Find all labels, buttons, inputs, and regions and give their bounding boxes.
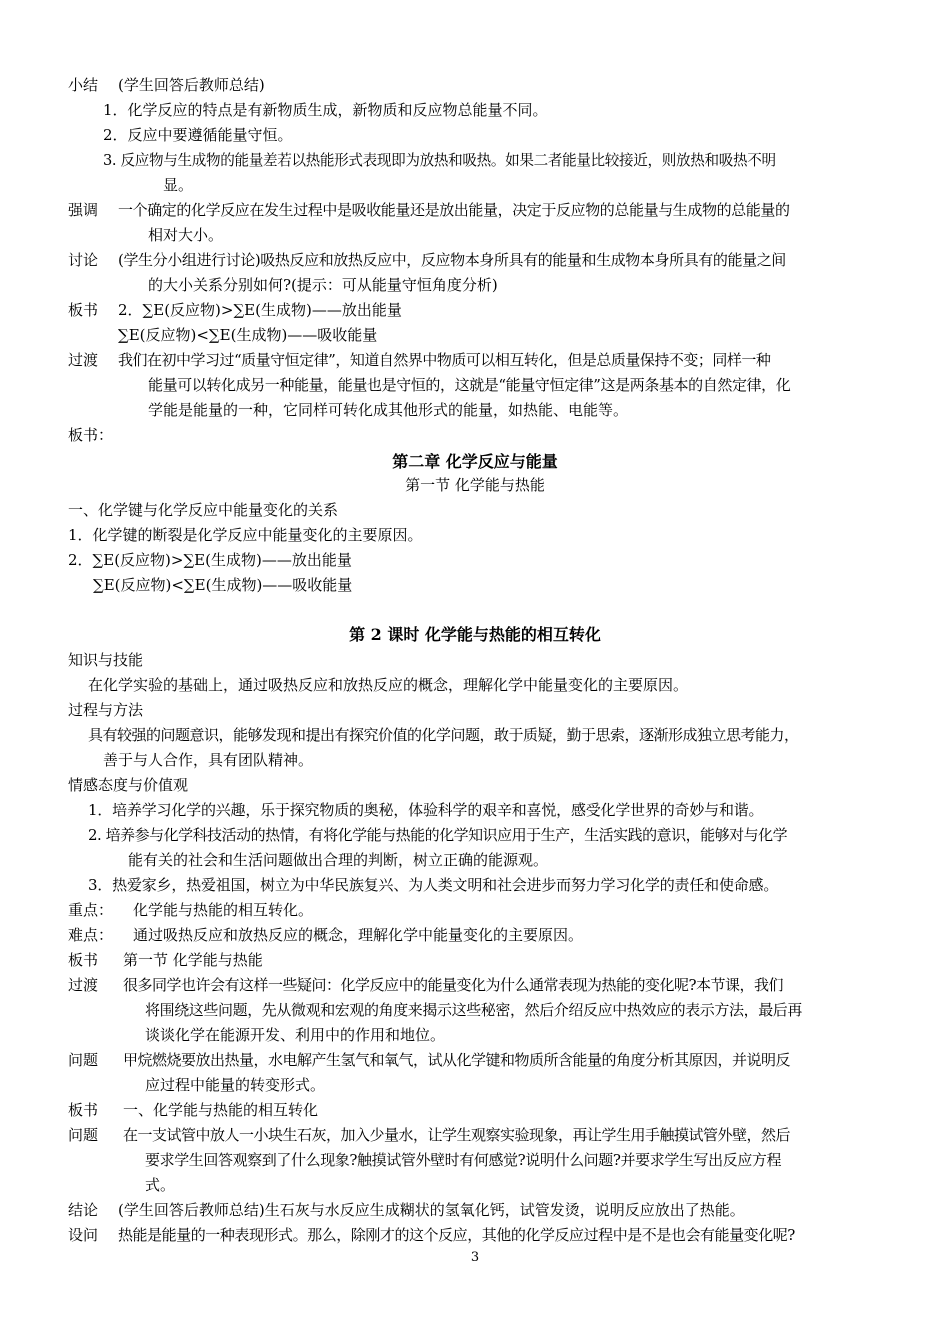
difficulty-text: 通过吸热反应和放热反应的概念，理解化学中能量变化的主要原因。 [133, 926, 584, 944]
board-item-2-cont: ∑E(反应物)<∑E(生成物)——吸收能量 [93, 576, 353, 594]
emotion-item-1: 1．培养学习化学的兴趣，乐于探究物质的奥秘，体验科学的艰辛和喜悦，感受化学世界的奇妙与和谐。 [88, 801, 764, 819]
lesson-title: 第 2 课时 化学能与热能的相互转化 [349, 625, 601, 644]
knowledge-text: 在化学实验的基础上，通过吸热反应和放热反应的概念，理解化学中能量变化的主要原因。 [88, 676, 689, 694]
emotion-item-2: 2. 培养参与化学科技活动的热情，有将化学能与热能的化学知识应用于生产，生活实践的意识，能够对与化学 [88, 826, 788, 844]
process-text-cont: 善于与人合作，具有团队精神。 [103, 751, 314, 769]
transition-2-text: 很多同学也许会有这样一些疑问：化学反应中的能量变化为什么通常表现为热能的变化呢?本节课，我们 [123, 976, 784, 994]
transition-label-2: 过渡 [68, 976, 99, 994]
summary-label: 小结 [68, 76, 99, 94]
process-label: 过程与方法 [68, 701, 144, 719]
set-question-label: 设问 [68, 1226, 99, 1244]
board-section: 第一节 化学能与热能 [123, 951, 263, 969]
question-label-2: 问题 [68, 1126, 99, 1144]
knowledge-label: 知识与技能 [68, 651, 144, 669]
chapter-title: 第二章 化学反应与能量 [392, 452, 558, 471]
emotion-item-2-cont: 能有关的社会和生活问题做出合理的判断，树立正确的能源观。 [128, 851, 549, 869]
board-label-3: 板书 [68, 1101, 99, 1119]
emphasis-label: 强调 [68, 201, 99, 219]
transition-label: 过渡 [68, 351, 99, 369]
difficulty-label: 难点： [68, 926, 114, 944]
board-formula-absorb: ∑E(反应物)<∑E(生成物)——吸收能量 [118, 326, 378, 344]
key-point-text: 化学能与热能的相互转化。 [133, 901, 314, 919]
discuss-text: (学生分小组进行讨论)吸热反应和放热反应中，反应物本身所具有的能量和生成物本身所具有的能量之间 [118, 251, 786, 269]
discuss-label: 讨论 [68, 251, 99, 269]
question-1-text-cont: 应过程中能量的转变形式。 [145, 1076, 326, 1094]
question-2-text-cont-1: 要求学生回答观察到了什么现象?触摸试管外壁时有何感觉?说明什么问题?并要求学生写出反应方程 [145, 1151, 782, 1169]
emotion-label: 情感态度与价值观 [68, 776, 189, 794]
question-label-1: 问题 [68, 1051, 99, 1069]
board-item-1: 1．化学键的断裂是化学反应中能量变化的主要原因。 [68, 526, 423, 544]
conclusion-label: 结论 [68, 1201, 99, 1219]
question-2-text: 在一支试管中放人一小块生石灰，加入少量水，让学生观察实验现象，再让学生用手触摸试管外壁，然后 [123, 1126, 791, 1144]
summary-point-3: 3. 反应物与生成物的能量差若以热能形式表现即为放热和吸热。如果二者能量比较接近，则放热和吸热不明 [103, 152, 776, 169]
transition-text: 我们在初中学习过“质量守恒定律”，知道自然界中物质可以相互转化，但是总质量保持不变；同样一种 [118, 351, 771, 369]
board-formula-release: 2．∑E(反应物)>∑E(生成物)——放出能量 [118, 301, 402, 319]
board-label-2: 板书 [68, 951, 99, 969]
summary-point-1: 1．化学反应的特点是有新物质生成，新物质和反应物总能量不同。 [103, 101, 548, 119]
board-heading-1: 一、化学键与化学反应中能量变化的关系 [68, 501, 339, 519]
section-title: 第一节 化学能与热能 [405, 476, 545, 494]
process-text: 具有较强的问题意识，能够发现和提出有探究价值的化学问题，敢于质疑，勤于思索，逐渐形成独立思考能力， [88, 726, 799, 744]
board-item-2: 2．∑E(反应物)>∑E(生成物)——放出能量 [68, 551, 352, 569]
question-1-text: 甲烷燃烧要放出热量，水电解产生氢气和氧气，试从化学键和物质所含能量的角度分析其原因，并说明反 [123, 1051, 791, 1069]
board-summary-label: 板书： [68, 426, 114, 444]
question-2-text-cont-2: 式。 [145, 1176, 176, 1194]
summary-intro: (学生回答后教师总结) [118, 76, 265, 94]
emphasis-text: 一个确定的化学反应在发生过程中是吸收能量还是放出能量，决定于反应物的总能量与生成物的总能量的 [118, 201, 790, 219]
discuss-text-cont: 的大小关系分别如何?(提示：可从能量守恒角度分析) [148, 276, 498, 294]
page-number: 3 [470, 1250, 480, 1265]
emotion-item-3: 3．热爱家乡，热爱祖国，树立为中华民族复兴、为人类文明和社会进步而努力学习化学的责任和使命感。 [88, 876, 779, 894]
summary-point-2: 2．反应中要遵循能量守恒。 [103, 126, 293, 144]
board-heading-2: 一、化学能与热能的相互转化 [123, 1101, 319, 1119]
board-label: 板书 [68, 301, 99, 319]
key-point-label: 重点： [68, 901, 114, 919]
transition-2-text-cont-1: 将围绕这些问题，先从微观和宏观的角度来揭示这些秘密，然后介绍反应中热效应的表示方法，最后再 [145, 1001, 803, 1019]
transition-text-cont-2: 学能是能量的一种，它同样可转化成其他形式的能量，如热能、电能等。 [148, 401, 629, 419]
summary-point-3-cont: 显。 [163, 176, 194, 194]
emphasis-text-cont: 相对大小。 [148, 226, 224, 244]
transition-text-cont-1: 能量可以转化成另一种能量，能量也是守恒的，这就是“能量守恒定律”这是两条基本的自然定律，化 [148, 376, 791, 394]
conclusion-text: (学生回答后教师总结)生石灰与水反应生成糊状的氢氧化钙，试管发烫，说明反应放出了热能。 [118, 1201, 745, 1219]
set-question-text: 热能是能量的一种表现形式。那么，除刚才的这个反应，其他的化学反应过程中是不是也会有能量变化呢? [118, 1226, 795, 1244]
transition-2-text-cont-2: 谈谈化学在能源开发、利用中的作用和地位。 [145, 1026, 446, 1044]
